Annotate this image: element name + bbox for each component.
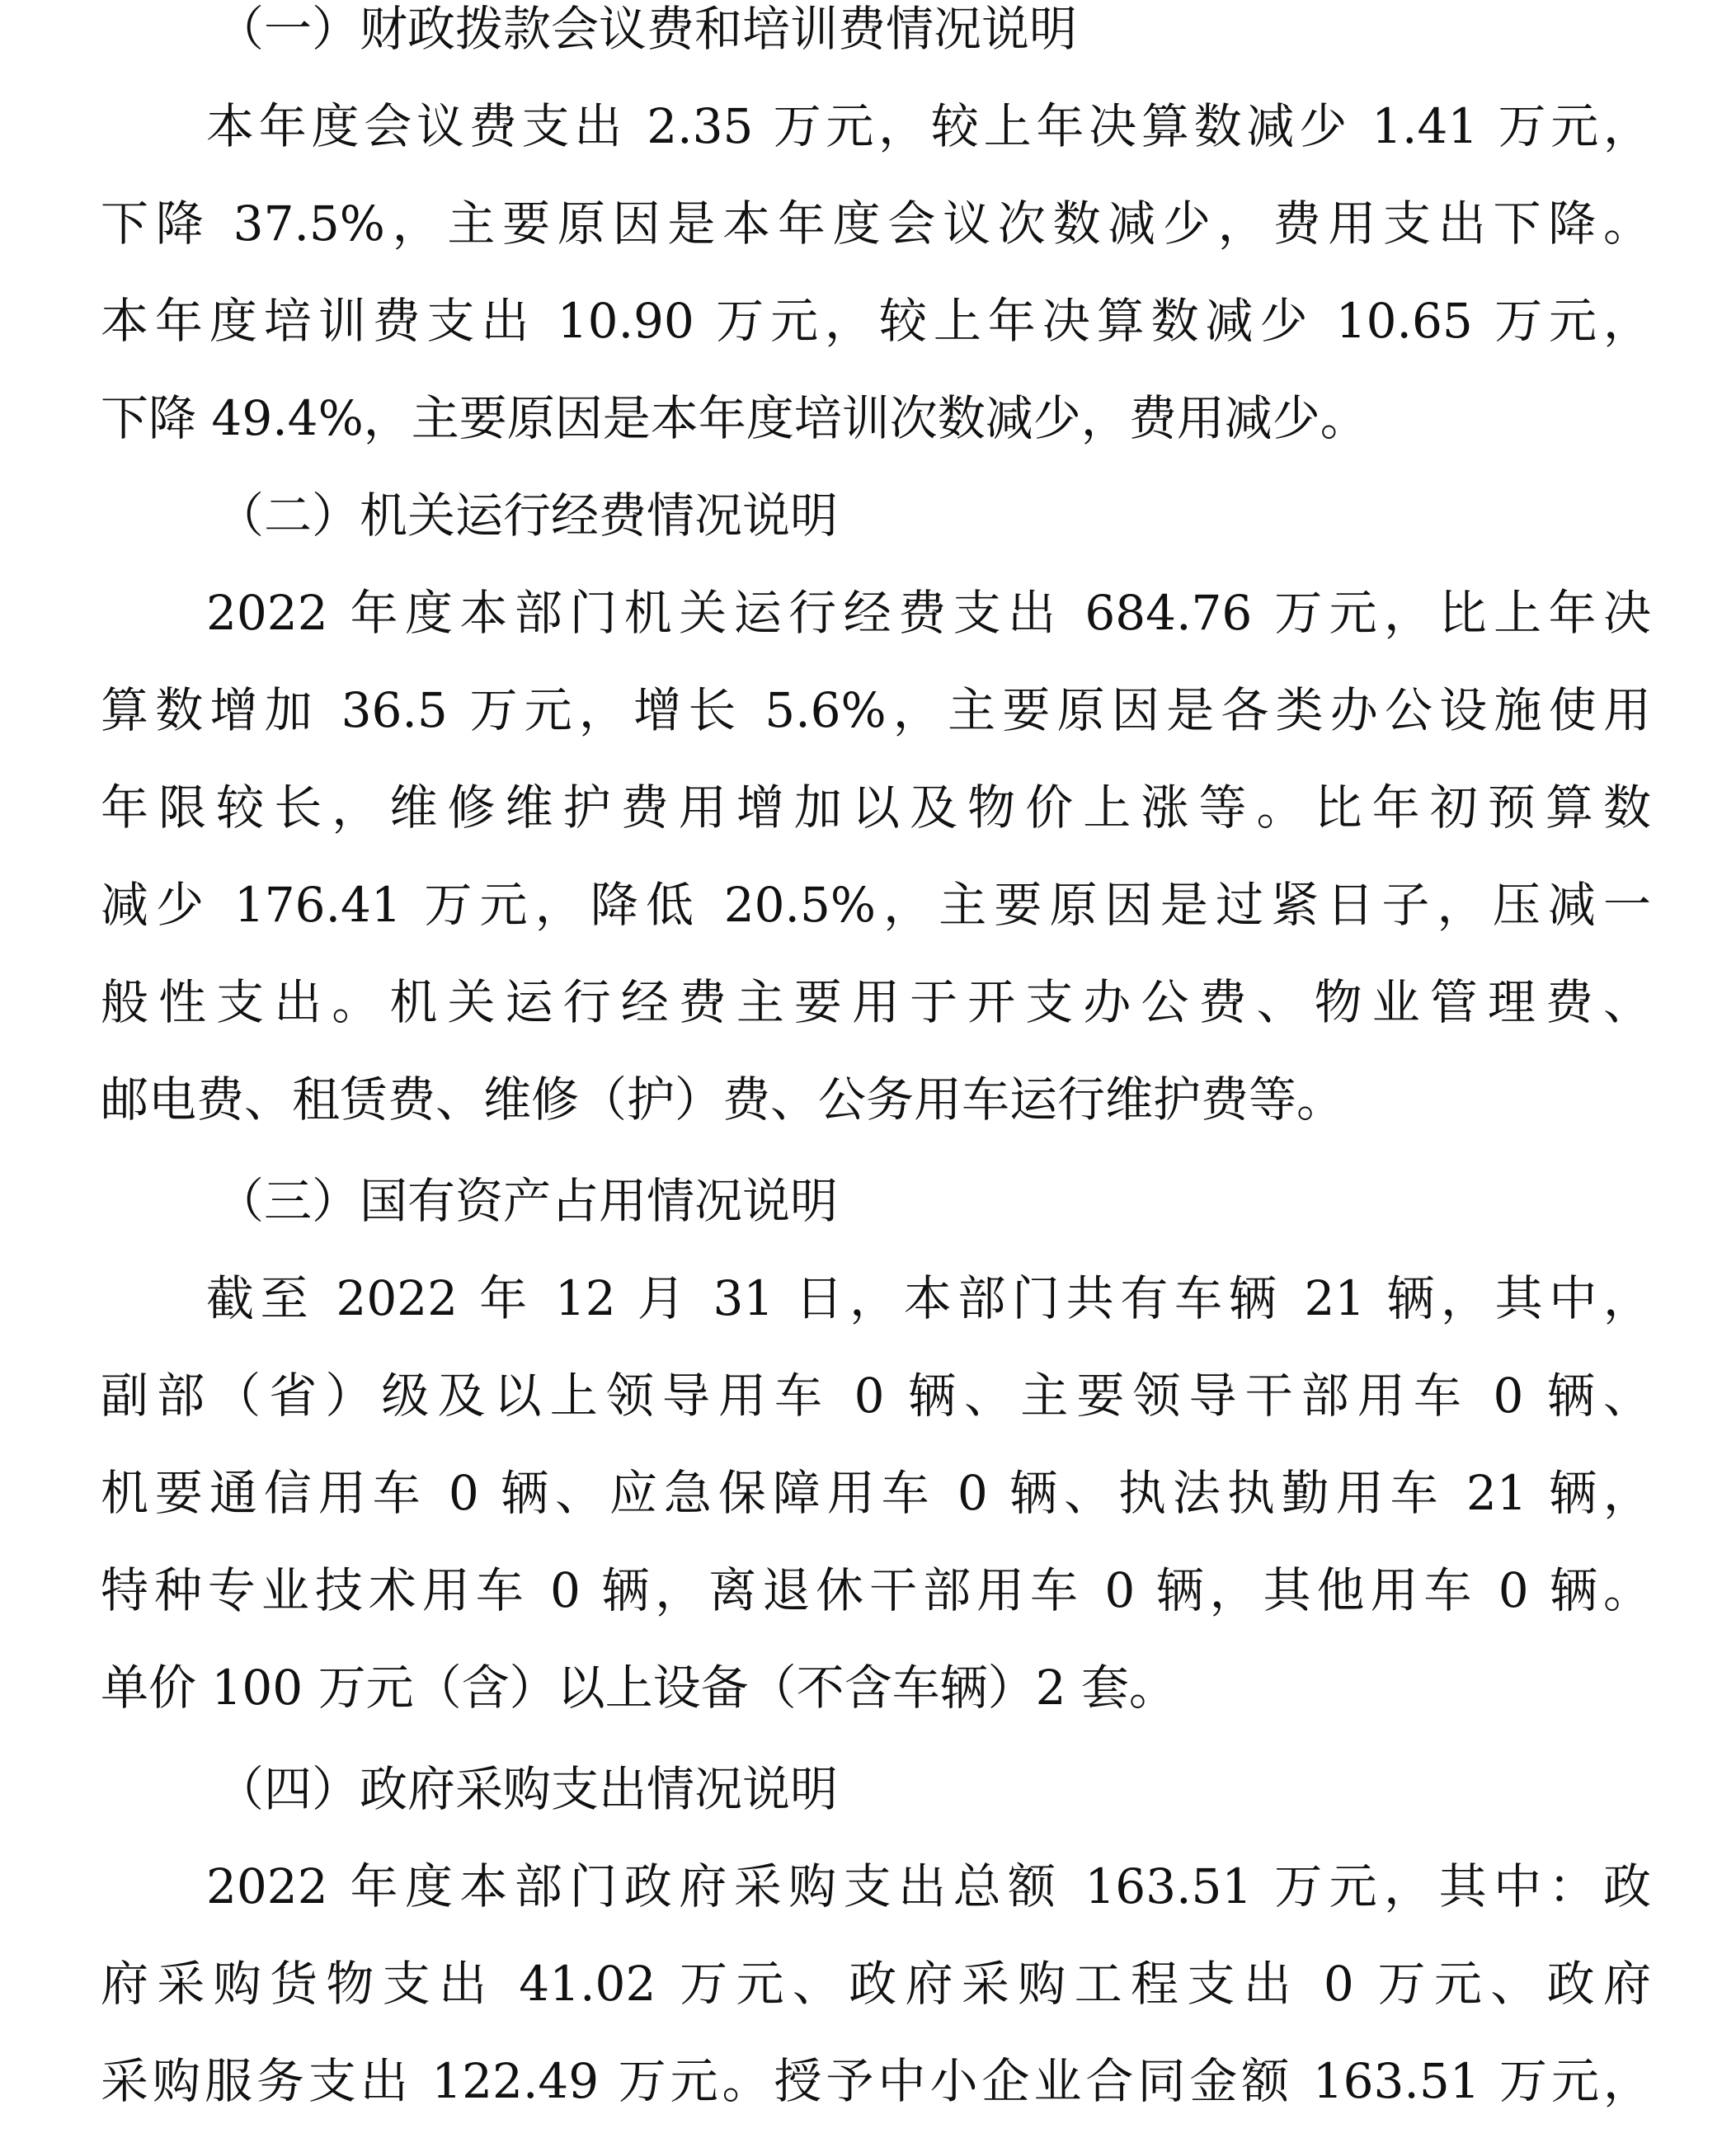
paragraph-line: 单价 100 万元（含）以上设备（不含车辆）2 套。 — [101, 1660, 1177, 1716]
paragraph-line: 府采购货物支出 41.02 万元、政府采购工程支出 0 万元、政府 — [101, 1956, 1651, 2012]
paragraph-line: 邮电费、租赁费、维修（护）费、公务用车运行维护费等。 — [101, 1071, 1345, 1128]
paragraph-line: 算数增加 36.5 万元，增长 5.6%，主要原因是各类办公设施使用 — [101, 682, 1651, 738]
section-heading: （一）财政拨款会议费和培训费情况说明 — [216, 1, 1078, 57]
paragraph-line: 2022 年度本部门政府采购支出总额 163.51 万元，其中：政 — [206, 1858, 1651, 1914]
section-heading: （三）国有资产占用情况说明 — [216, 1173, 839, 1229]
paragraph-line: 下降 49.4%，主要原因是本年度培训次数减少，费用减少。 — [101, 390, 1368, 446]
paragraph-line: 年限较长，维修维护费用增加以及物价上涨等。比年初预算数 — [101, 779, 1651, 836]
paragraph-line: 2022 年度本部门机关运行经费支出 684.76 万元，比上年决 — [206, 585, 1651, 641]
paragraph-line: 副部（省）级及以上领导用车 0 辆、主要领导干部用车 0 辆、 — [101, 1368, 1651, 1424]
paragraph-line: 特种专业技术用车 0 辆，离退休干部用车 0 辆，其他用车 0 辆。 — [101, 1562, 1651, 1618]
paragraph-line: 本年度会议费支出 2.35 万元，较上年决算数减少 1.41 万元， — [206, 98, 1651, 154]
paragraph-line: 机要通信用车 0 辆、应急保障用车 0 辆、执法执勤用车 21 辆， — [101, 1465, 1651, 1521]
section-heading: （二）机关运行经费情况说明 — [216, 487, 839, 544]
section-heading: （四）政府采购支出情况说明 — [216, 1761, 839, 1817]
paragraph-line: 采购服务支出 122.49 万元。授予中小企业合同金额 163.51 万元， — [101, 2053, 1651, 2109]
paragraph-line: 般性支出。机关运行经费主要用于开支办公费、物业管理费、 — [101, 974, 1651, 1030]
paragraph-line: 下降 37.5%，主要原因是本年度会议次数减少，费用支出下降。 — [101, 195, 1651, 252]
paragraph-line: 减少 176.41 万元，降低 20.5%，主要原因是过紧日子，压减一 — [101, 877, 1651, 933]
paragraph-line: 本年度培训费支出 10.90 万元，较上年决算数减少 10.65 万元， — [101, 293, 1651, 349]
paragraph-line: 截至 2022 年 12 月 31 日，本部门共有车辆 21 辆，其中， — [206, 1270, 1651, 1326]
